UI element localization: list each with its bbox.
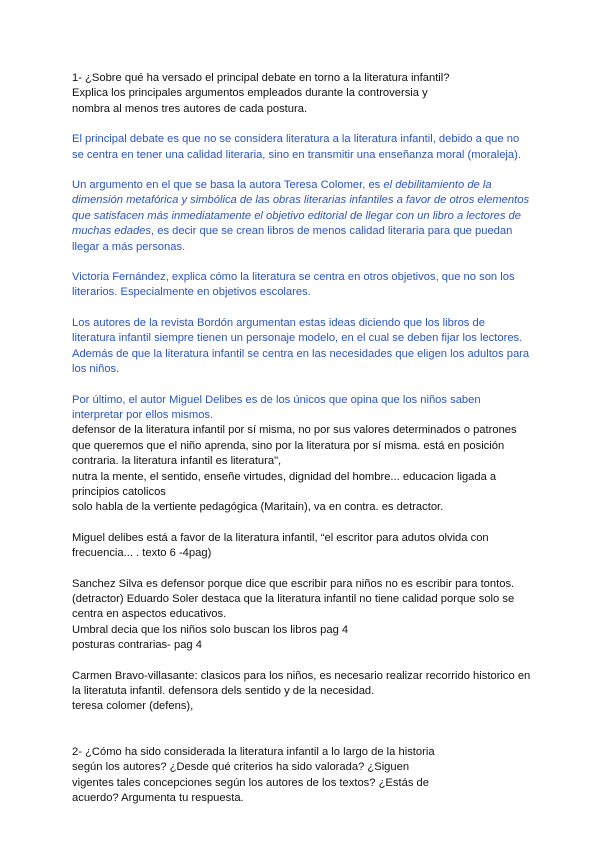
question-2-line: según los autores? ¿Desde qué criterios ha sido valorada? ¿Siguen [72, 761, 410, 774]
answer-line: llegar a más personas. [72, 240, 186, 253]
question-1-line: Explica los principales argumentos empleados durante la controversia y [72, 87, 428, 100]
question-1-line: 1- ¿Sobre qué ha versado el principal debate en torno a la literatura infantil? [72, 72, 450, 84]
answer-text: , es decir que se crean libros de menos calidad literaria para que puedan [151, 225, 513, 238]
answer-main-debate [72, 132, 540, 163]
notes-block [72, 423, 540, 515]
note-line: Umbral decia que los niños solo buscan los libros pag 4 [72, 623, 349, 636]
question-2 [72, 745, 540, 807]
quoted-text: dimensión metafórica y simbólica de las obras literarias infantiles a favor de otros elementos [72, 194, 530, 207]
note-line: Sanchez Silva es defensor porque dice que escribir para niños no es escribir para tontos. [72, 577, 515, 590]
note-line: frecuencia... . texto 6 -4pag) [72, 547, 212, 560]
note-line: (detractor) Eduardo Soler destaca que la literatura infantil no tiene calidad porque solo se [72, 592, 515, 605]
answer-line: literatura infantil siempre tienen un personaje modelo, en el cual se deben fijar los lectores. [72, 332, 523, 345]
question-2-line: acuerdo? Argumenta tu respuesta. [72, 792, 244, 805]
note-line: centra en aspectos educativos. [72, 608, 227, 621]
answer-delibes [72, 393, 540, 424]
note-line: la literatuta infantil. defensora dels sentido y de la necesidad. [72, 685, 375, 697]
note-line: nutra la mente, el sentido, enseñe virtudes, dignidad del hombre... educacion ligada a [72, 470, 497, 483]
note-line: posturas contrarias- pag 4 [72, 639, 202, 652]
note-line: Carmen Bravo-villasante: clasicos para los niños, es necesario realizar recorrido historico en [72, 669, 531, 682]
note-line: Miguel delibes está a favor de la literatura infantil, “el escritor para adutos olvida con [72, 531, 489, 544]
note-line: contraria. la literatura infantil es literatura", [72, 455, 282, 468]
question-1 [72, 71, 540, 117]
answer-line: se centra en tener una calidad literaria, sino en transmitir una enseñanza moral (moraleja). [72, 148, 521, 161]
note-line: que queremos que el niño aprenda, sino por la literatura por sí misma. está en posición [72, 439, 505, 452]
answer-line: Los autores de la revista Bordón argumentan estas ideas diciendo que los libros de [72, 316, 485, 329]
note-line: principios catolicos [72, 485, 166, 498]
answer-line: Victoria Fernández, explica cómo la literatura se centra en otros objetivos, que no son los [72, 271, 515, 284]
answer-line: Por último, el autor Miguel Delibes es de los únicos que opina que los niños saben [72, 393, 481, 406]
notes-bravo-villasante [72, 669, 540, 715]
answer-line: literarios. Especialmente en objetivos escolares. [72, 286, 311, 299]
question-2-line: 2- ¿Cómo ha sido considerada la literatura infantil a lo largo de la historia [72, 745, 435, 758]
notes-sanchez-silva [72, 577, 540, 654]
question-1-line: nombra al menos tres autores de cada postura. [72, 102, 308, 115]
answer-bordon [72, 316, 540, 378]
answer-line: Además de que la literatura infantil se centra en las necesidades que eligen los adultos para [72, 347, 530, 360]
note-line: defensor de la literatura infantil por sí misma, no por sus valores determinados o patrones [72, 424, 517, 437]
answer-fernandez [72, 270, 540, 301]
answer-line: El principal debate es que no se considera literatura a la literatura infantil, debido a que no [72, 133, 520, 146]
answer-colomer-argument [72, 178, 540, 255]
answer-text: Un argumento en el que se basa la autora Teresa Colomer, es [72, 179, 384, 192]
quoted-text: muchas edades [72, 225, 151, 238]
question-2-line: vigentes tales concepciones según los autores de los textos? ¿Estás de [72, 776, 429, 789]
note-line: teresa colomer (defens), [72, 700, 194, 713]
answer-line: interpretar por ellos mismos. [72, 408, 214, 421]
note-line: solo habla de la vertiente pedagógica (Maritain), va en contra. es detractor. [72, 501, 444, 514]
notes-delibes [72, 531, 540, 562]
answer-line: los niños. [72, 363, 120, 376]
quoted-text: el debilitamiento de la [383, 179, 492, 192]
quoted-text: que satisfacen más inmediatamente el objetivo editorial de llegar con un libro a lectores de [72, 209, 522, 222]
